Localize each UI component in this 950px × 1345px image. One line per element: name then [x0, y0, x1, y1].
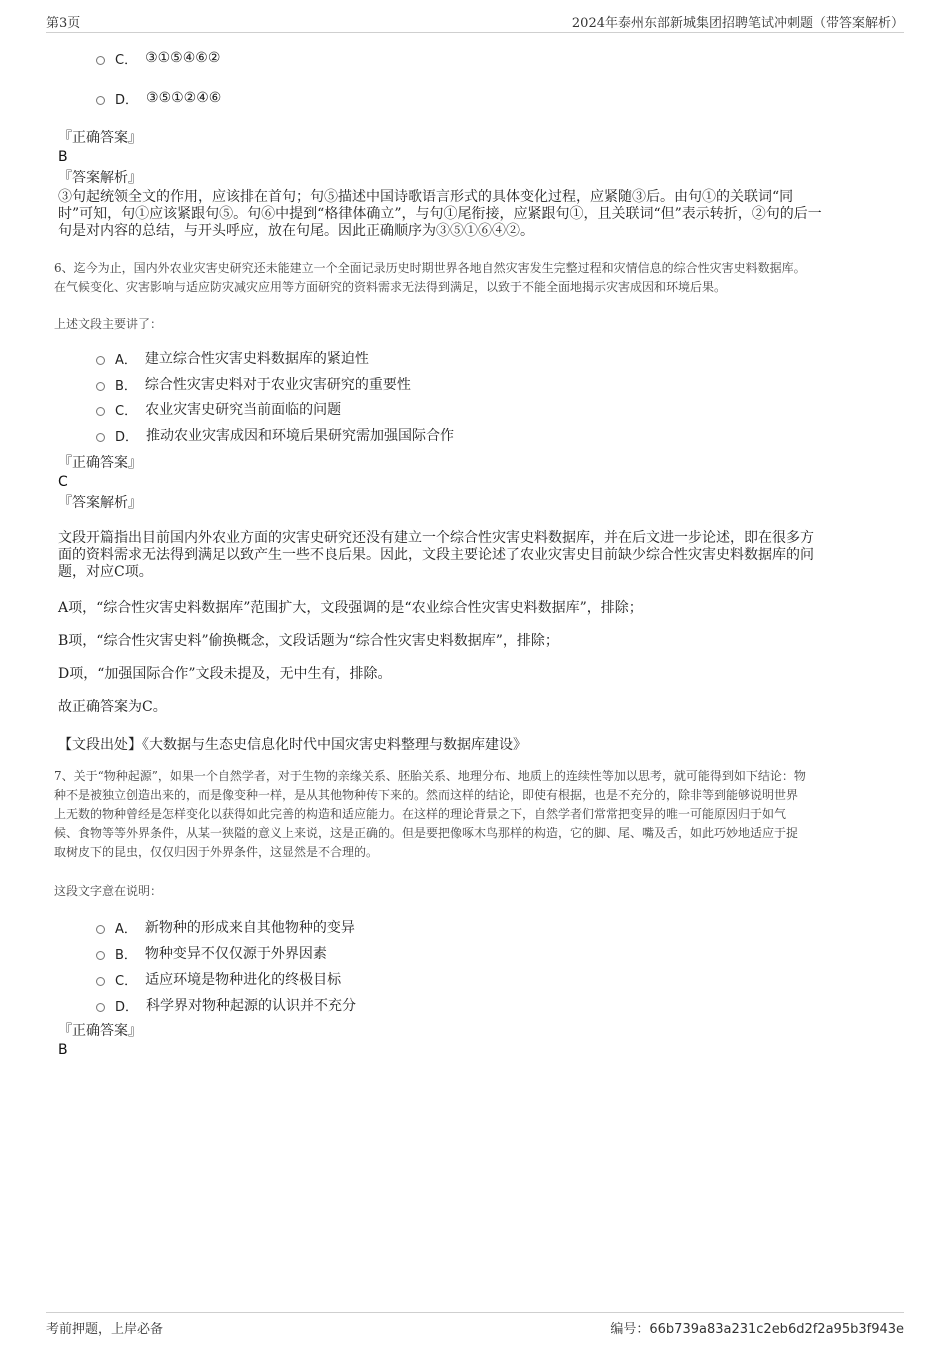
q5-option-d[interactable] [96, 87, 876, 109]
radio-icon[interactable] [96, 382, 105, 391]
q6-analysis-intro [58, 530, 890, 581]
radio-icon[interactable] [96, 96, 105, 105]
q6-prompt: 上述文段主要讲了： [54, 317, 163, 331]
analysis-line: 文段开篇指出目前国内外农业方面的灾害史研究还没有建立一个综合性灾害史料数据库，并在后文进一步论述，即在很多方 [58, 530, 814, 546]
page-header [46, 12, 904, 33]
option-text: 新物种的形成来自其他物种的变异 [144, 920, 355, 936]
option-letter: D． [115, 92, 139, 108]
option-letter: A． [115, 352, 137, 368]
q5-answer-label: 『正确答案』 [58, 130, 142, 146]
analysis-line: 句是对内容的总结，与开头呼应，放在句尾。因此正确顺序为③⑤①⑥④②。 [58, 223, 534, 239]
q6-option-c[interactable] [96, 398, 876, 420]
q6-option-d[interactable] [96, 424, 876, 446]
code-label: 编号： [610, 1322, 650, 1337]
option-text: 建立综合性灾害史料数据库的紧迫性 [144, 351, 369, 367]
q6-option-a[interactable] [96, 347, 876, 369]
option-text: 推动农业灾害成因和环境后果研究需加强国际合作 [146, 428, 455, 444]
question-line: 在气候变化、灾害影响与适应防灾减灾应用等方面研究的资料需求无法得到满足，以致于不能全面地揭示灾害成因和环境后果。 [54, 280, 727, 294]
q5-analysis-label: 『答案解析』 [58, 170, 142, 186]
q6-option-b[interactable] [96, 373, 876, 395]
option-text: 综合性灾害史料对于农业灾害研究的重要性 [144, 377, 411, 393]
question-line: 候、食物等等外界条件，从某一狭隘的意义上来说，这是正确的。但是要把像啄木鸟那样的构造，它的脚、尾、嘴及舌，如此巧妙地适应于捉 [54, 826, 799, 840]
radio-icon[interactable] [96, 56, 105, 65]
radio-icon[interactable] [96, 925, 105, 934]
document-title: 2024年泰州东部新城集团招聘笔试冲刺题（带答案解析） [571, 16, 904, 31]
q6-conclusion: 故正确答案为C。 [58, 699, 167, 715]
q6-analysis-a: A项，“综合性灾害史料数据库”范围扩大，文段强调的是“农业综合性灾害史料数据库”，排除； [58, 600, 643, 616]
q7-option-b[interactable] [96, 942, 876, 964]
analysis-line: 面的资料需求无法得到满足以致产生一些不良后果。因此，文段主要论述了农业灾害史目前缺少综合性灾害史料数据库的问 [58, 547, 814, 563]
q7-answer: B [58, 1042, 68, 1058]
page-footer [46, 1312, 904, 1337]
analysis-line: 题，对应C项。 [58, 564, 153, 580]
analysis-line: ③句起统领全文的作用，应该排在首句；句⑤描述中国诗歌语言形式的具体变化过程，应紧随③后。由句①的关联词“同 [58, 189, 794, 205]
question-line: 上无数的物种曾经是怎样变化以获得如此完善的构造和适应能力。在这样的理论背景之下，自然学者们常常把变异的唯一可能原因归于如气 [54, 807, 787, 821]
q7-option-d[interactable] [96, 994, 876, 1016]
option-text: 适应环境是物种进化的终极目标 [145, 972, 342, 988]
option-letter: C． [115, 52, 138, 68]
option-text: 农业灾害史研究当前面临的问题 [145, 402, 342, 418]
q5-analysis [58, 189, 890, 240]
option-text: 科学界对物种起源的认识并不充分 [146, 998, 357, 1014]
code-value: 66b739a83a231c2eb6d2f2a95b3f943e [649, 1322, 904, 1337]
q7-option-a[interactable] [96, 916, 876, 938]
q7-option-c[interactable] [96, 968, 876, 990]
q6-analysis-label: 『答案解析』 [58, 495, 142, 511]
question-line: 取树皮下的昆虫，仅仅归因于外界条件，这显然是不合理的。 [54, 845, 379, 859]
q6-question [54, 259, 904, 297]
q5-option-c[interactable] [96, 47, 876, 69]
q6-analysis-d: D项，“加强国际合作”文段未提及，无中生有，排除。 [58, 666, 392, 682]
option-letter: C． [115, 973, 138, 989]
option-letter: D． [115, 999, 139, 1015]
q6-source: 【文段出处】《大数据与生态史信息化时代中国灾害史料整理与数据库建设》 [58, 737, 527, 753]
option-letter: A． [115, 921, 137, 937]
option-letter: B． [115, 378, 137, 394]
radio-icon[interactable] [96, 1003, 105, 1012]
analysis-line: 时”可知，句①应该紧跟句⑤。句⑥中提到“格律体确立”，与句①尾衔接，应紧跟句①，且关联词“但”表示转折，②句的后一 [58, 206, 822, 222]
page-number: 第3页 [46, 16, 81, 31]
q7-answer-label: 『正确答案』 [58, 1023, 142, 1039]
option-text: 物种变异不仅仅源于外界因素 [144, 946, 327, 962]
question-line: 7、关于“物种起源”，如果一个自然学者，对于生物的亲缘关系、胚胎关系、地理分布、地质上的连续性等加以思考，就可能得到如下结论：物 [54, 769, 806, 783]
q6-analysis-b: B项，“综合性灾害史料”偷换概念，文段话题为“综合性灾害史料数据库”，排除； [58, 633, 559, 649]
radio-icon[interactable] [96, 407, 105, 416]
q6-answer-label: 『正确答案』 [58, 455, 142, 471]
q6-answer: C [58, 474, 68, 490]
q7-question [54, 767, 904, 862]
option-letter: B． [115, 947, 137, 963]
radio-icon[interactable] [96, 951, 105, 960]
option-letter: D． [115, 429, 139, 445]
option-text: ③⑤①②④⑥ [146, 90, 222, 106]
radio-icon[interactable] [96, 356, 105, 365]
question-line: 种不是被独立创造出来的，而是像变种一样，是从其他物种传下来的。然而这样的结论，即使有根据，也是不充分的，除非等到能够说明世界 [54, 788, 799, 802]
question-line: 6、迄今为止，国内外农业灾害史研究还未能建立一个全面记录历史时期世界各地自然灾害发生完整过程和灾情信息的综合性灾害史料数据库。 [54, 261, 806, 275]
q7-prompt: 这段文字意在说明： [54, 884, 163, 898]
q5-answer: B [58, 149, 68, 165]
footer-slogan: 考前押题，上岸必备 [46, 1322, 164, 1337]
radio-icon[interactable] [96, 977, 105, 986]
radio-icon[interactable] [96, 433, 105, 442]
option-letter: C． [115, 403, 138, 419]
option-text: ③①⑤④⑥② [145, 50, 221, 66]
document-code [610, 1318, 904, 1337]
